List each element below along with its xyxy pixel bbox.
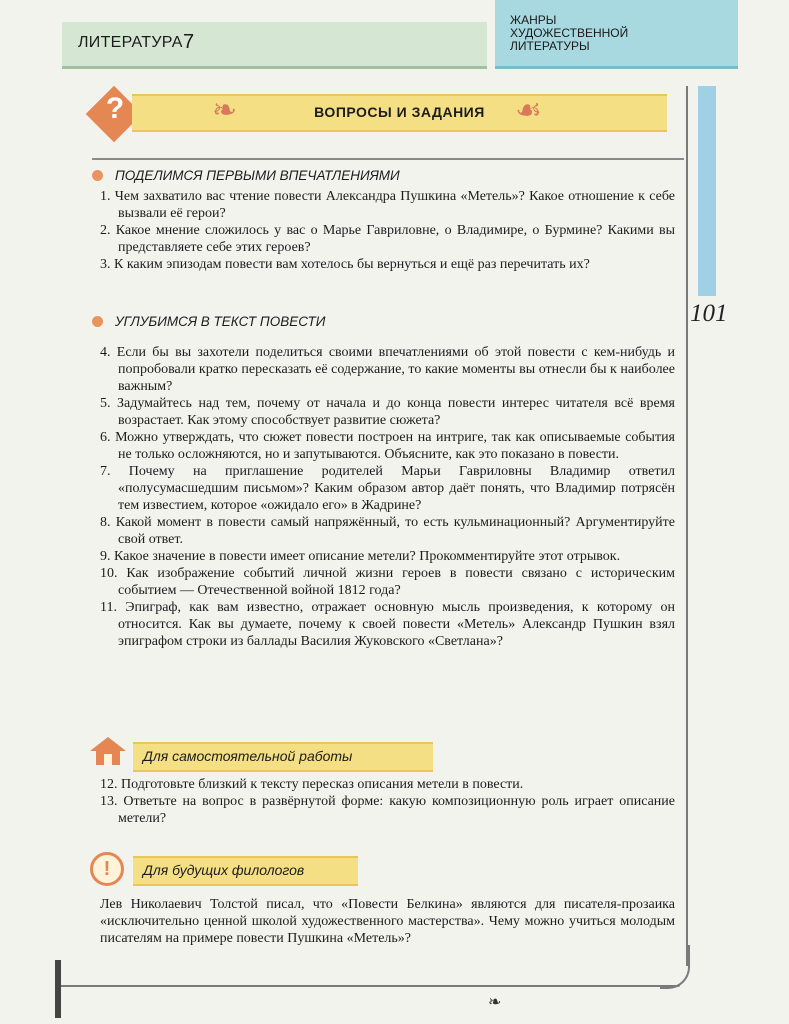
- orange-bullet-icon: [92, 316, 103, 327]
- question-list-independent: [100, 776, 675, 827]
- frame-bottom-line: [60, 985, 680, 987]
- independent-work-heading: Для самостоятельной работы: [143, 748, 353, 764]
- question-item: 7. Почему на приглашение родителей Марьи Гавриловны Владимир ответил «полусумасшедшим письмом»? Каким образом автор даёт понять, что Владимир потрясён тем известием, которое «ожидало его» в Жадрине?: [100, 464, 675, 513]
- header-right-underline: [495, 66, 738, 69]
- bottom-ornament-icon: ❧: [488, 994, 502, 1011]
- independent-work-band: [133, 742, 433, 772]
- section-title-line: ЖАНРЫ: [510, 13, 557, 27]
- question-item: 12. Подготовьте близкий к тексту пересказ описания метели в повести.: [100, 777, 524, 792]
- house-icon: [88, 735, 128, 767]
- title-band-label: ВОПРОСЫ И ЗАДАНИЯ: [314, 104, 485, 120]
- subject-title: ЛИТЕРАТУРА: [78, 34, 183, 51]
- left-swirl-ornament-icon: ❧: [212, 94, 238, 127]
- philologists-text: Лев Николаевич Толстой писал, что «Повести Белкина» являются для писателя-прозаика «исключительно ценной школой художественного мастерства». Чему можно учиться молодым писателям на примере повести Пушкина «Метель»?: [100, 897, 675, 946]
- question-item: 4. Если бы вы захотели поделиться своими впечатлениями об этой повести с кем-нибудь и попробовали кратко пересказать её содержание, то какие моменты вы отнесли бы к наиболее важным?: [100, 345, 675, 394]
- question-item: 6. Можно утверждать, что сюжет повести построен на интриге, так как описываемые события не только осложняются, но и запутываются. Объясните, как это показано в повести.: [100, 430, 675, 462]
- section-heading-text: УГЛУБИМСЯ В ТЕКСТ ПОВЕСТИ: [115, 314, 326, 329]
- section-heading-first-impressions: [92, 168, 400, 183]
- orange-bullet-icon: [92, 170, 103, 181]
- exclamation-icon: !: [90, 852, 124, 886]
- question-list-first: [100, 188, 675, 273]
- section-divider: [92, 158, 684, 160]
- section-title: [510, 14, 730, 53]
- question-item: 5. Задумайтесь над тем, почему от начала и до конца повести интерес читателя всё время возрастает. Как этому способствует развитие сюжета?: [100, 396, 675, 428]
- left-edge-stripe: [55, 960, 61, 1018]
- question-item: 9. Какое значение в повести имеет описание метели? Прокомментируйте этот отрывок.: [100, 549, 621, 564]
- grade-number: 7: [183, 31, 195, 53]
- section-heading-text: ПОДЕЛИМСЯ ПЕРВЫМИ ВПЕЧАТЛЕНИЯМИ: [115, 168, 400, 183]
- frame-right-line: [686, 86, 688, 966]
- side-color-bar: [698, 86, 716, 296]
- header-left-underline: [62, 66, 487, 69]
- question-item: 1. Чем захватило вас чтение повести Александра Пушкина «Метель»? Какое отношение к себе вызвали её герои?: [100, 189, 675, 221]
- right-swirl-ornament-icon: ☙: [515, 94, 542, 127]
- question-item: 13. Ответьте на вопрос в развёрнутой форме: какую композиционную роль играет описание метели?: [100, 794, 675, 826]
- page-number: 101: [690, 300, 728, 327]
- future-philologists-heading: Для будущих филологов: [143, 862, 305, 878]
- question-list-second: [100, 344, 675, 650]
- section-heading-deeper-text: [92, 314, 325, 329]
- question-item: 10. Как изображение событий личной жизни героев в повести связано с историческим событием — Отечественной войной 1812 года?: [100, 566, 675, 598]
- question-item: 3. К каким эпизодам повести вам хотелось бы вернуться и ещё раз перечитать их?: [100, 257, 590, 272]
- philologists-paragraph: [100, 896, 675, 947]
- question-item: 8. Какой момент в повести самый напряжённый, то есть кульминационный? Аргументируйте свой ответ.: [100, 515, 675, 547]
- question-mark-icon: ?: [105, 92, 125, 125]
- question-item: 11. Эпиграф, как вам известно, отражает основную мысль произведения, к которому он относится. Как вы думаете, почему к своей повести «Метель» Александр Пушкин взял эпиграфом строки из баллады Василия Жуковского «Светлана»?: [100, 600, 675, 649]
- section-title-line: ХУДОЖЕСТВЕННОЙ: [510, 26, 629, 40]
- frame-corner: [660, 945, 690, 989]
- future-philologists-band: [133, 856, 358, 886]
- question-item: 2. Какое мнение сложилось у вас о Марье Гавриловне, о Владимире, о Бурмине? Какими вы представляете себе этих героев?: [100, 223, 675, 255]
- section-title-line: ЛИТЕРАТУРЫ: [510, 39, 590, 53]
